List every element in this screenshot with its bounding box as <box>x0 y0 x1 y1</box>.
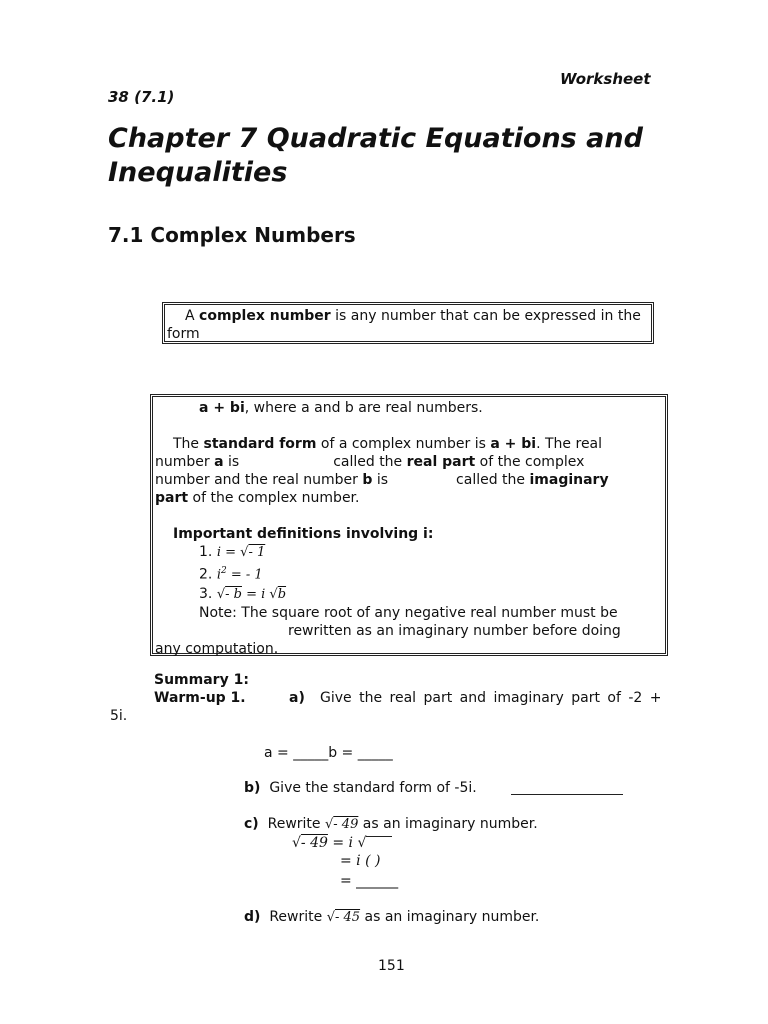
def-rest: is any number that can be expressed in the form <box>167 308 641 342</box>
summary-label: Summary 1: <box>154 672 249 688</box>
part-c-work-3: = ______ <box>340 873 399 889</box>
standard-form-line-3: number and the real number b is called the imaginary <box>155 472 609 488</box>
complex-number-definition-box <box>162 302 654 344</box>
standard-form-line-2: number a is called the real part of the complex <box>155 454 585 470</box>
part-a-text: Give the real part and imaginary part of -2 + <box>320 690 662 706</box>
part-c-work-1: √- 49 = i √ <box>292 834 392 852</box>
form-bold: a + bi <box>199 400 245 416</box>
part-a-continued: 5i. <box>110 708 128 724</box>
page-number: 151 <box>378 958 405 974</box>
part-d: d) Rewrite √- 45 as an imaginary number. <box>244 909 540 925</box>
definition-1: 1. i = √- 1 <box>199 544 266 560</box>
standard-form-box <box>150 394 668 656</box>
note-line-3: any computation. <box>155 640 279 657</box>
standard-form-line-1: The standard form of a complex number is a + bi. The real <box>173 436 603 452</box>
standard-form-line-4: part of the complex number. <box>155 490 360 506</box>
form-line <box>155 399 665 417</box>
part-a-label: a) <box>289 690 305 706</box>
part-c-work-2: = i ( ) <box>340 853 381 869</box>
worksheet-label: Worksheet <box>560 70 651 88</box>
ab-answer-line: a = _____b = _____ <box>264 745 393 761</box>
note-line-1: Note: The square root of any negative real number must be <box>199 604 618 621</box>
part-c: c) Rewrite √- 49 as an imaginary number. <box>244 816 538 832</box>
section-title: 7.1 Complex Numbers <box>108 223 356 247</box>
chapter-title: Chapter 7 Quadratic Equations and Inequalities <box>108 123 643 188</box>
def-lead: A <box>185 308 200 324</box>
note-line-2: rewritten as an imaginary number before doing <box>288 622 621 639</box>
definition-2: 2. $i^2$ = - 1 <box>199 566 263 583</box>
form-rest: , where a and b are real numbers. <box>244 400 483 416</box>
def-term: complex number <box>199 308 331 324</box>
warmup-label: Warm-up 1. <box>154 690 246 706</box>
worksheet-number: 38 (7.1) <box>108 88 175 106</box>
part-b: b) Give the standard form of -5i. <box>244 780 477 796</box>
part-b-answer-blank[interactable] <box>511 780 623 799</box>
definition-3: 3. √- b = i √b <box>199 585 287 602</box>
definitions-heading: Important definitions involving i: <box>173 526 434 542</box>
